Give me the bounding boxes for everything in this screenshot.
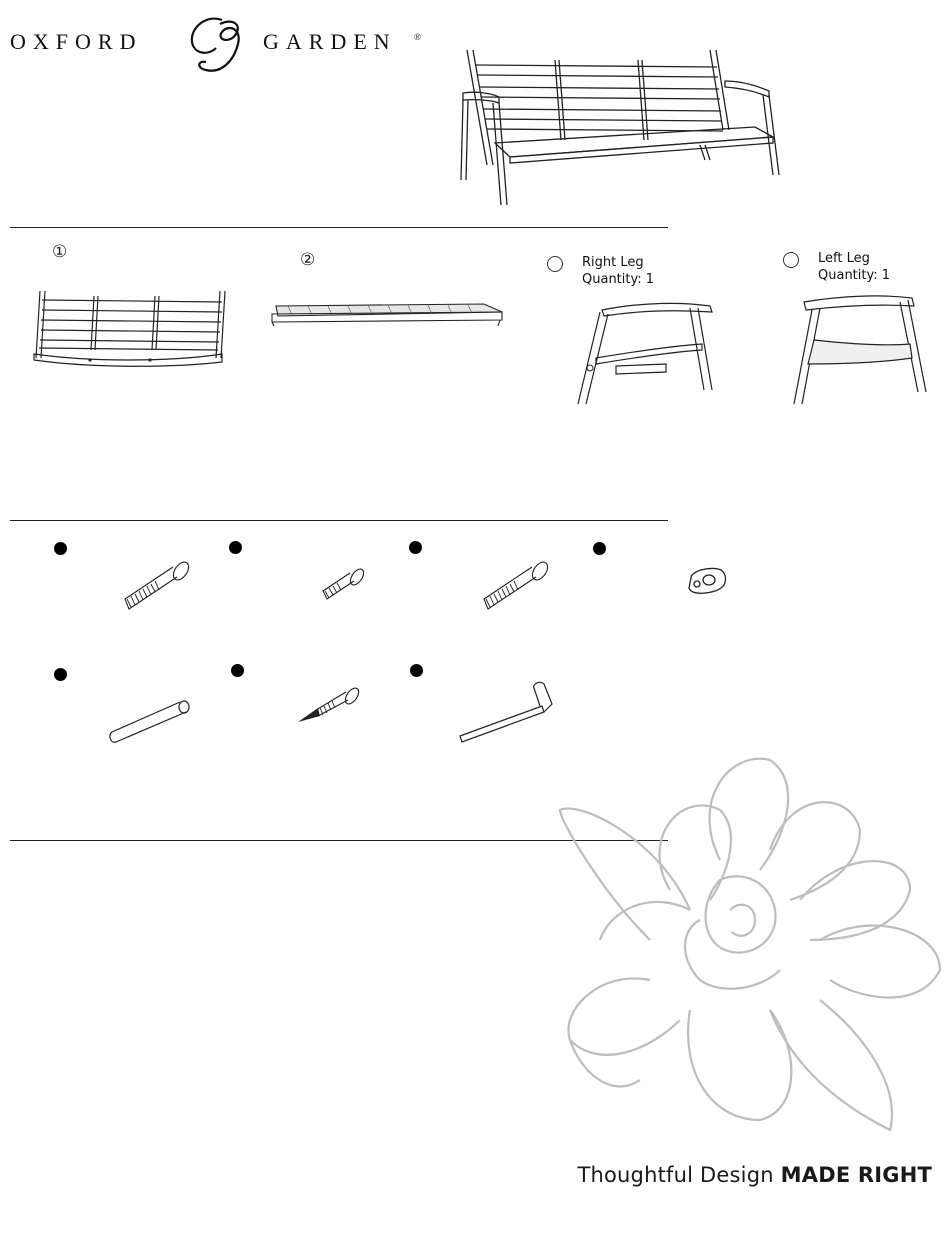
right-leg-name: Right Leg (582, 255, 644, 270)
part-number-circle (547, 256, 563, 272)
tagline (577, 1163, 932, 1187)
brand-logo (10, 10, 430, 80)
hardware-marker (231, 664, 244, 677)
left-leg-name: Left Leg (818, 251, 870, 266)
barrel-nut-icon (683, 564, 731, 600)
registered-mark: ® (414, 32, 421, 42)
hardware-marker (54, 542, 67, 555)
brand-name-left: OXFORD (10, 29, 143, 54)
back-panel-illustration (30, 288, 225, 366)
seat-panel-illustration (268, 298, 504, 330)
dowel-icon (106, 696, 194, 750)
monogram-icon (192, 19, 239, 71)
short-bolt-icon (317, 565, 369, 605)
tagline-light: Thoughtful Design (577, 1163, 774, 1187)
wood-screw-icon (294, 682, 362, 728)
right-leg-label (582, 254, 654, 288)
part-number-circle (783, 252, 799, 268)
tagline-bold: MADE RIGHT (780, 1163, 932, 1187)
hardware-marker (410, 664, 423, 677)
left-leg-label (818, 250, 890, 284)
part-number-2: ② (300, 250, 316, 270)
brand-name-right: GARDEN (263, 29, 397, 54)
left-leg-illustration (790, 292, 930, 407)
sofa-illustration (455, 45, 785, 210)
section-divider (10, 227, 668, 228)
flower-illustration (540, 740, 945, 1180)
part-number-1: ① (52, 242, 68, 262)
hardware-marker (54, 668, 67, 681)
long-bolt-icon (115, 557, 195, 615)
right-leg-quantity: Quantity: 1 (582, 272, 655, 287)
left-leg-quantity: Quantity: 1 (818, 268, 891, 283)
hardware-marker (229, 541, 242, 554)
hardware-marker (409, 541, 422, 554)
medium-bolt-icon (474, 557, 554, 615)
section-divider (10, 520, 668, 521)
right-leg-illustration (572, 300, 722, 408)
hardware-marker (593, 542, 606, 555)
